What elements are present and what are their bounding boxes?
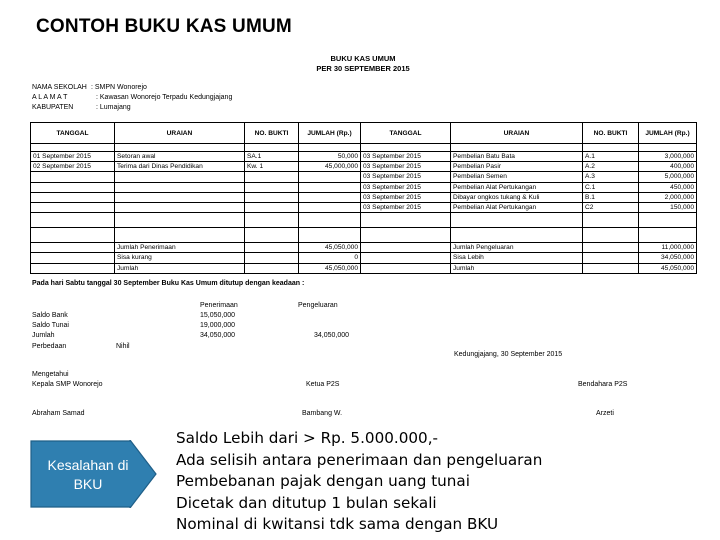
note-item: Saldo Lebih dari > Rp. 5.000.000,- xyxy=(176,429,439,447)
table-cell: B.1 xyxy=(583,192,639,202)
table-cell xyxy=(31,172,115,182)
table-cell: Jumlah Pengeluaran xyxy=(451,243,583,253)
table-cell xyxy=(299,202,361,212)
table-cell xyxy=(115,172,245,182)
note-item: Nominal di kwitansi tdk sama dengan BKU xyxy=(176,515,499,533)
acknowledged-label: Mengetahui xyxy=(32,371,69,378)
summary-row xyxy=(31,253,697,263)
balance-difference-value: Nihil xyxy=(116,343,130,350)
table-row xyxy=(31,172,697,182)
table-row xyxy=(31,202,697,212)
signer-name: Abraham Samad xyxy=(32,410,85,417)
info-value-address: : Kawasan Wonorejo Terpadu Kedungjajang xyxy=(96,94,233,101)
info-label-school: NAMA SEKOLAH xyxy=(32,84,87,91)
summary-row xyxy=(31,243,697,253)
error-callout xyxy=(30,440,157,508)
balance-label: Saldo Tunai xyxy=(32,322,69,329)
table-cell: Sisa Lebih xyxy=(451,253,583,263)
column-header: JUMLAH (Rp.) xyxy=(639,123,697,144)
balance-label: Jumlah xyxy=(32,332,55,339)
table-cell xyxy=(299,172,361,182)
column-header: JUMLAH (Rp.) xyxy=(299,123,361,144)
table-cell: Pembelian Semen xyxy=(451,172,583,182)
table-cell: Dibayar ongkos tukang & Kuli xyxy=(451,192,583,202)
balance-receipts-value: 15,050,000 xyxy=(200,312,236,319)
cash-book-table xyxy=(30,122,697,274)
callout-label: Kesalahan di BKU xyxy=(47,457,129,492)
table-cell: C2 xyxy=(583,202,639,212)
balance-receipts-value: 34,050,000 xyxy=(200,332,236,339)
column-header: NO. BUKTI xyxy=(583,123,639,144)
table-cell: 03 September 2015 xyxy=(361,192,451,202)
info-value-regency: : Lumajang xyxy=(96,104,131,111)
table-cell: 0 xyxy=(299,253,361,263)
table-cell: 03 September 2015 xyxy=(361,162,451,172)
table-cell: 45,050,000 xyxy=(299,243,361,253)
table-cell: 02 September 2015 xyxy=(31,162,115,172)
table-cell xyxy=(299,182,361,192)
table-cell xyxy=(583,263,639,273)
table-cell: A.2 xyxy=(583,162,639,172)
table-cell xyxy=(245,263,299,273)
table-cell xyxy=(361,263,451,273)
table-cell xyxy=(31,253,115,263)
table-cell xyxy=(583,253,639,263)
table-cell: 2,000,000 xyxy=(639,192,697,202)
table-cell xyxy=(245,192,299,202)
table-cell: 400,000 xyxy=(639,162,697,172)
table-cell: 03 September 2015 xyxy=(361,202,451,212)
table-cell: 03 September 2015 xyxy=(361,182,451,192)
balance-receipts-value: 19,000,000 xyxy=(200,322,236,329)
table-cell xyxy=(583,243,639,253)
column-header: TANGGAL xyxy=(361,123,451,144)
table-cell: Jumlah xyxy=(115,263,245,273)
signer-name: Bambang W. xyxy=(302,410,343,417)
balance-header-receipts: Penerimaan xyxy=(200,302,238,309)
table-cell xyxy=(31,243,115,253)
table-cell xyxy=(245,253,299,263)
table-cell: Pembelian Batu Bata xyxy=(451,152,583,162)
document-subheading: PER 30 SEPTEMBER 2015 xyxy=(316,64,410,73)
balance-header-expenses: Pengeluaran xyxy=(298,302,338,309)
table-cell: 03 September 2015 xyxy=(361,152,451,162)
balance-label: Perbedaan xyxy=(32,343,67,350)
signer-role: Bendahara P2S xyxy=(578,381,628,388)
table-cell: 11,000,000 xyxy=(639,243,697,253)
place-date: Kedungjajang, 30 September 2015 xyxy=(454,351,563,358)
info-label-regency: KABUPATEN xyxy=(32,104,74,111)
column-header: URAIAN xyxy=(451,123,583,144)
balance-label: Saldo Bank xyxy=(32,312,68,319)
note-item: Pembebanan pajak dengan uang tunai xyxy=(176,472,470,490)
table-cell: Pembelian Alat Pertukangan xyxy=(451,182,583,192)
balance-expenses-value: 34,050,000 xyxy=(314,332,350,339)
table-cell xyxy=(115,192,245,202)
table-cell xyxy=(31,192,115,202)
column-header: URAIAN xyxy=(115,123,245,144)
table-cell: 3,000,000 xyxy=(639,152,697,162)
column-header: NO. BUKTI xyxy=(245,123,299,144)
table-cell: Pembelian Alat Pertukangan xyxy=(451,202,583,212)
table-row xyxy=(31,152,697,162)
table-cell: SA.1 xyxy=(245,152,299,162)
table-cell xyxy=(31,202,115,212)
table-row xyxy=(31,192,697,202)
table-cell xyxy=(245,182,299,192)
table-cell xyxy=(31,182,115,192)
closing-sentence: Pada hari Sabtu tanggal 30 September Buku Kas Umum ditutup dengan keadaan : xyxy=(32,280,305,287)
table-cell: 50,000 xyxy=(299,152,361,162)
table-cell xyxy=(245,243,299,253)
summary-row xyxy=(31,263,697,273)
info-value-school: : SMPN Wonorejo xyxy=(91,84,147,91)
table-cell: 34,050,000 xyxy=(639,253,697,263)
table-cell: Jumlah xyxy=(451,263,583,273)
table-cell: Kw. 1 xyxy=(245,162,299,172)
table-cell xyxy=(115,182,245,192)
slide-title: CONTOH BUKU KAS UMUM xyxy=(36,16,292,37)
table-cell: 150,000 xyxy=(639,202,697,212)
table-cell: Pembelian Pasir xyxy=(451,162,583,172)
table-cell: Jumlah Penerimaan xyxy=(115,243,245,253)
table-row xyxy=(31,182,697,192)
table-cell: 450,000 xyxy=(639,182,697,192)
table-cell xyxy=(245,202,299,212)
table-cell: A.1 xyxy=(583,152,639,162)
table-cell: 5,000,000 xyxy=(639,172,697,182)
document-heading: BUKU KAS UMUM xyxy=(330,54,396,63)
note-item: Ada selisih antara penerimaan dan pengeluaran xyxy=(176,450,543,469)
table-cell: Terima dari Dinas Pendidikan xyxy=(115,162,245,172)
note-item: Dicetak dan ditutup 1 bulan sekali xyxy=(176,493,437,512)
table-cell: Setoran awal xyxy=(115,152,245,162)
table-cell: 45,050,000 xyxy=(299,263,361,273)
error-notes-list xyxy=(176,428,542,536)
table-header-row xyxy=(31,123,697,144)
table-cell: Sisa kurang xyxy=(115,253,245,263)
table-cell: 45,000,000 xyxy=(299,162,361,172)
table-cell xyxy=(115,202,245,212)
table-cell: 45,050,000 xyxy=(639,263,697,273)
table-cell xyxy=(361,243,451,253)
table-cell: 01 September 2015 xyxy=(31,152,115,162)
table-cell: A.3 xyxy=(583,172,639,182)
table-cell: 03 September 2015 xyxy=(361,172,451,182)
table-cell xyxy=(299,192,361,202)
table-row xyxy=(31,162,697,172)
buku-kas-umum-document xyxy=(30,50,696,422)
info-label-address: A L A M A T xyxy=(32,94,68,101)
table-cell xyxy=(361,253,451,263)
table-cell xyxy=(31,263,115,273)
signer-role: Kepala SMP Wonorejo xyxy=(32,381,103,388)
column-header: TANGGAL xyxy=(31,123,115,144)
table-cell xyxy=(245,172,299,182)
signer-role: Ketua P2S xyxy=(306,381,340,388)
table-cell: C.1 xyxy=(583,182,639,192)
signer-name: Arzeti xyxy=(596,410,614,417)
